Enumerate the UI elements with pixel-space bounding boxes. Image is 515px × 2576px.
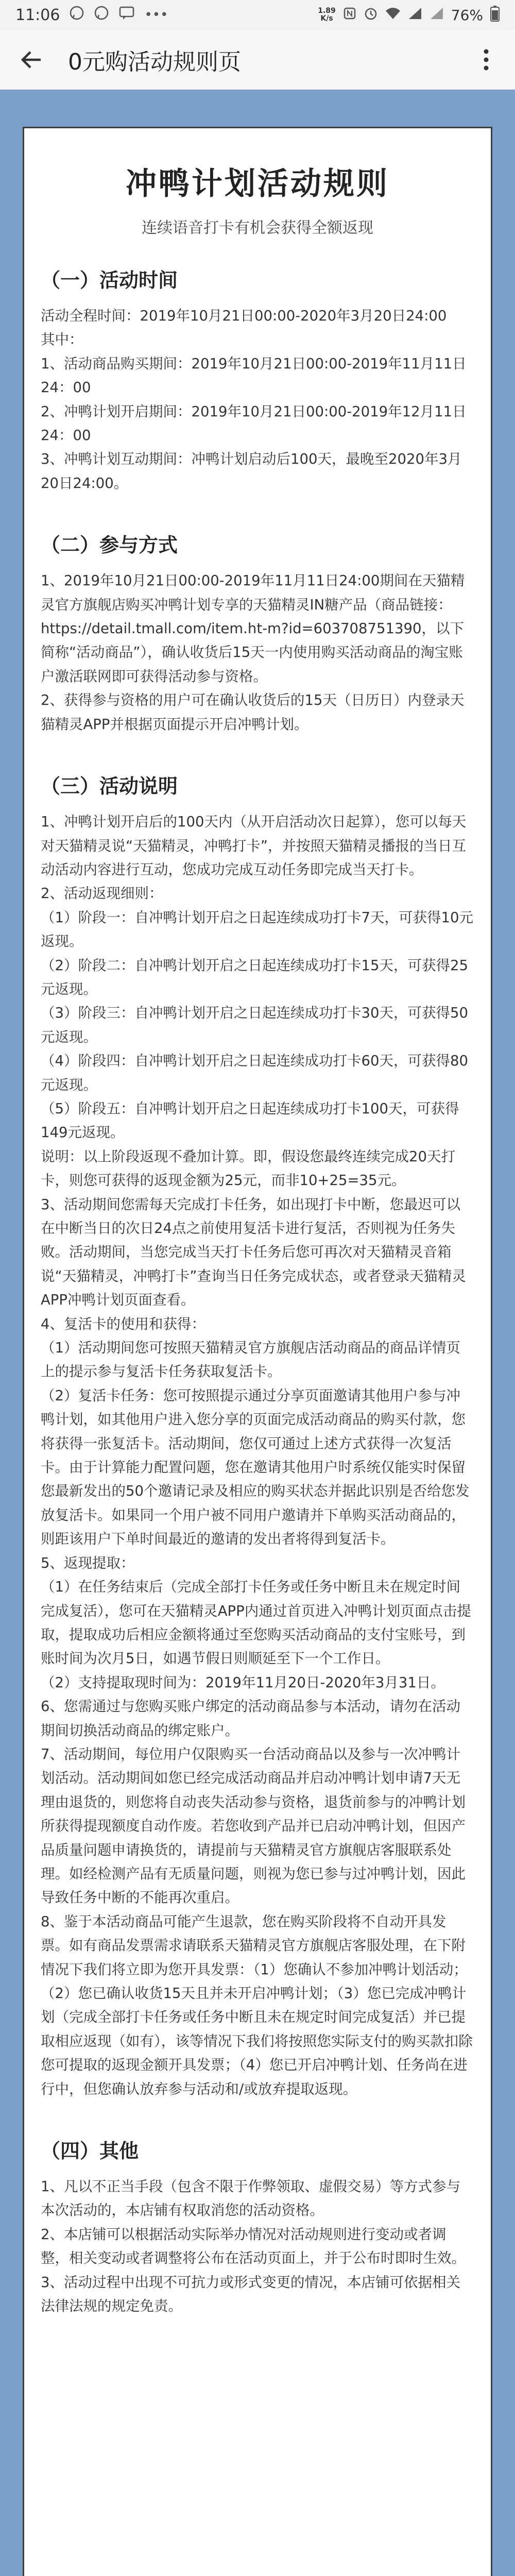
rule-paragraph: 2、活动返现细则： [41,885,163,902]
rule-paragraph: 3、活动期间您需每天完成打卡任务，如出现打卡中断，您最迟可以在中断当日的次日24点之前使用复活卡进行复活，否则视为任务失败。活动期间，当您完成当天打卡任务后您可再次对天猫精灵音箱说“天猫精灵，冲鸭打卡”查询当日任务完成状态，或者登录天猫精灵APP冲鸭计划页面查看。 [41,1196,466,1309]
rules-title: 冲鸭计划活动规则 [126,166,389,202]
rule-paragraph: 说明：以上阶段返现不叠加计算。即，假设您最终连续完成20天打卡，则您可获得的返现金额为25元，而非10+25=35元。 [41,1148,455,1189]
back-button[interactable] [13,42,49,78]
rule-paragraph: （2）复活卡任务：您可按照提示通过分享页面邀请其他用户参与冲鸭计划，如其他用户进入您分享的页面完成活动商品的购买付款，您将获得一张复活卡。活动期间，您仅可通过上述方式获得一次复活卡。由于计算能力配置问题，您在邀请其他用户时系统仅能实时保留您最新发出的50个邀请记录及相应的购买状态并据此识别是否给您发放复活卡。如果同一个用户被不同用户邀请并下单购买活动商品的，则距该用户下单时间最近的邀请的发出者将得到复活卡。 [41,1387,470,1548]
status-left [15,5,168,25]
rule-paragraph: 5、返现提取： [41,1554,135,1571]
alarm-icon [364,6,378,24]
rule-paragraph: （2）阶段二：自冲鸭计划开启之日起连续成功打卡15天，可获得25元返现。 [41,957,468,997]
arrow-left-icon [20,49,43,70]
battery-icon [490,5,500,25]
rule-paragraph: （2）支持提取现时间为：2019年11月20日-2020年3月31日。 [41,1674,445,1691]
status-right [318,5,500,25]
message-icon [118,5,135,25]
nfc-icon [343,7,356,24]
section-heading: （三）活动说明 [41,775,178,798]
signal-icon [408,7,422,24]
rule-paragraph: 2、本店铺可以根据活动实际举办情况对活动规则进行变动或者调整，相关变动或者调整将公布在活动页面上，并于公布时即时生效。 [41,2226,466,2267]
rule-paragraph: 8、鉴于本活动商品可能产生退款，您在购买阶段将不自动开具发票。如有商品发票需求请联系天猫精灵官方旗舰店客服处理，在下附情况下我们将立即为您开具发票：（1）您确认不参加冲鸭计划活动；（2）您已确认收货15天且并未开启冲鸭计划；（3）您已完成冲鸭计划（完成全部打卡任务或任务中断且未在规定时间完成复活）并已提取相应返现（如有），该等情况下我们将按照您实际支付的购买款扣除您可提取的返现金额开具发票；（4）您已开启冲鸭计划、任务尚在进行中，但您确认放弃参与活动和/或放弃提取返现。 [41,1913,473,2097]
rule-paragraph: （1）在任务结束后（完成全部打卡任务或任务中断且未在规定时间完成复活），您可在天猫精灵APP内通过首页进入冲鸭计划页面点击提取，提取成功后相应金额将通过至您购买活动商品的支付宝账号，到账时间为次月5日，如遇节假日则顺延至下一个工作日。 [41,1579,471,1667]
section-heading: （二）参与方式 [41,534,178,557]
rule-paragraph: 3、冲鸭计划互动期间：冲鸭计划启动后100天，最晚至2020年3月20日24:00。 [41,451,462,492]
page-body [0,90,515,2576]
more-vertical-icon [483,48,489,71]
dots-icon: ••• [144,7,168,23]
whatsapp-icon-2 [94,5,109,25]
status-time: 11:06 [15,6,60,24]
rules-subtitle: 连续语音打卡有机会获得全额返现 [142,219,373,237]
rule-paragraph: 1、2019年10月21日00:00-2019年11月11日24:00期间在天猫精灵官方旗舰店购买冲鸭计划专享的天猫精灵IN糖产品（商品链接：https://detail.tmall.com/item.ht-m?id=603708751390，以下简称“活动商品”），确认收货后15天一内使用购买活动商品的淘宝账户激活联网即可获得活动参与资格。 [41,572,465,685]
battery-percent: 76% [451,6,483,24]
whatsapp-icon [69,5,84,25]
rule-paragraph: （3）阶段三：自冲鸭计划开启之日起连续成功打卡30天，可获得50元返现。 [41,1005,468,1045]
rule-paragraph: 3、活动过程中出现不可抗力或形式变更的情况，本店铺可依据相关法律法规的规定免责。 [41,2274,460,2315]
app-title: 0元购活动规则页 [68,48,241,75]
rule-paragraph: （1）阶段一：自冲鸭计划开启之日起连续成功打卡7天，可获得10元返现。 [41,909,473,950]
rule-paragraph: 2、获得参与资格的用户可在确认收货后的15天（日历日）内登录天猫精灵APP并根据页面提示开启冲鸭计划。 [41,692,465,733]
section-heading: （一）活动时间 [41,269,178,292]
signal-icon-2 [430,7,444,24]
rule-paragraph: 4、复活卡的使用和获得： [41,1315,205,1332]
section-heading: （四）其他 [41,2140,139,2163]
rule-paragraph: 1、凡以不正当手段（包含不限于作弊领取、虚假交易）等方式参与本次活动的，本店铺有权取消您的活动资格。 [41,2178,460,2219]
rule-paragraph: 2、冲鸭计划开启期间：2019年10月21日00:00-2019年12月11日24：00 [41,403,467,444]
rules-card [23,127,492,2576]
rule-paragraph: 活动全程时间：2019年10月21日00:00-2020年3月20日24:00 [41,308,447,324]
rule-paragraph: 6、您需通过与您购买账户绑定的活动商品参与本活动，请勿在活动期间切换活动商品的绑定账户。 [41,1698,460,1739]
rule-paragraph: （4）阶段四：自冲鸭计划开启之日起连续成功打卡60天，可获得80元返现。 [41,1053,468,1093]
rule-paragraph: （5）阶段五：自冲鸭计划开启之日起连续成功打卡100天，可获得149元返现。 [41,1100,459,1141]
wifi-icon [385,7,401,24]
status-bar [0,0,515,30]
rule-paragraph: 其中： [41,331,83,348]
rule-paragraph: （1）活动期间您可按照天猫精灵官方旗舰店活动商品的商品详情页上的提示参与复活卡任务获取复活卡。 [41,1340,460,1380]
app-bar [0,30,515,90]
rule-paragraph: 1、活动商品购买期间：2019年10月21日00:00-2019年11月11日24：00 [41,355,467,396]
network-speed: 1.89 K/s [318,7,336,23]
rule-paragraph: 1、冲鸭计划开启后的100天内（从开启活动次日起算），您可以每天对天猫精灵说“天猫精灵，冲鸭打卡”，并按照天猫精灵播报的当日互动活动内容进行互动，您成功完成互动任务即完成当天打卡。 [41,814,467,878]
rule-paragraph: 7、活动期间，每位用户仅限购买一台活动商品以及参与一次冲鸭计划活动。活动期间如您已经完成活动商品并启动冲鸭计划申请7天无理由退货的，则您将自动丧失活动参与资格，退货前参与的冲鸭计划所获得提现额度自动作废。若您收到产品并已启动冲鸭计划，但因产品质量问题申请换货的，请提前与天猫精灵官方旗舰店客服联系处理。如经检测产品有无质量问题，则视为您已参与过冲鸭计划，因此导致任务中断的不能再次重启。 [41,1745,466,1906]
more-button[interactable] [471,42,502,78]
